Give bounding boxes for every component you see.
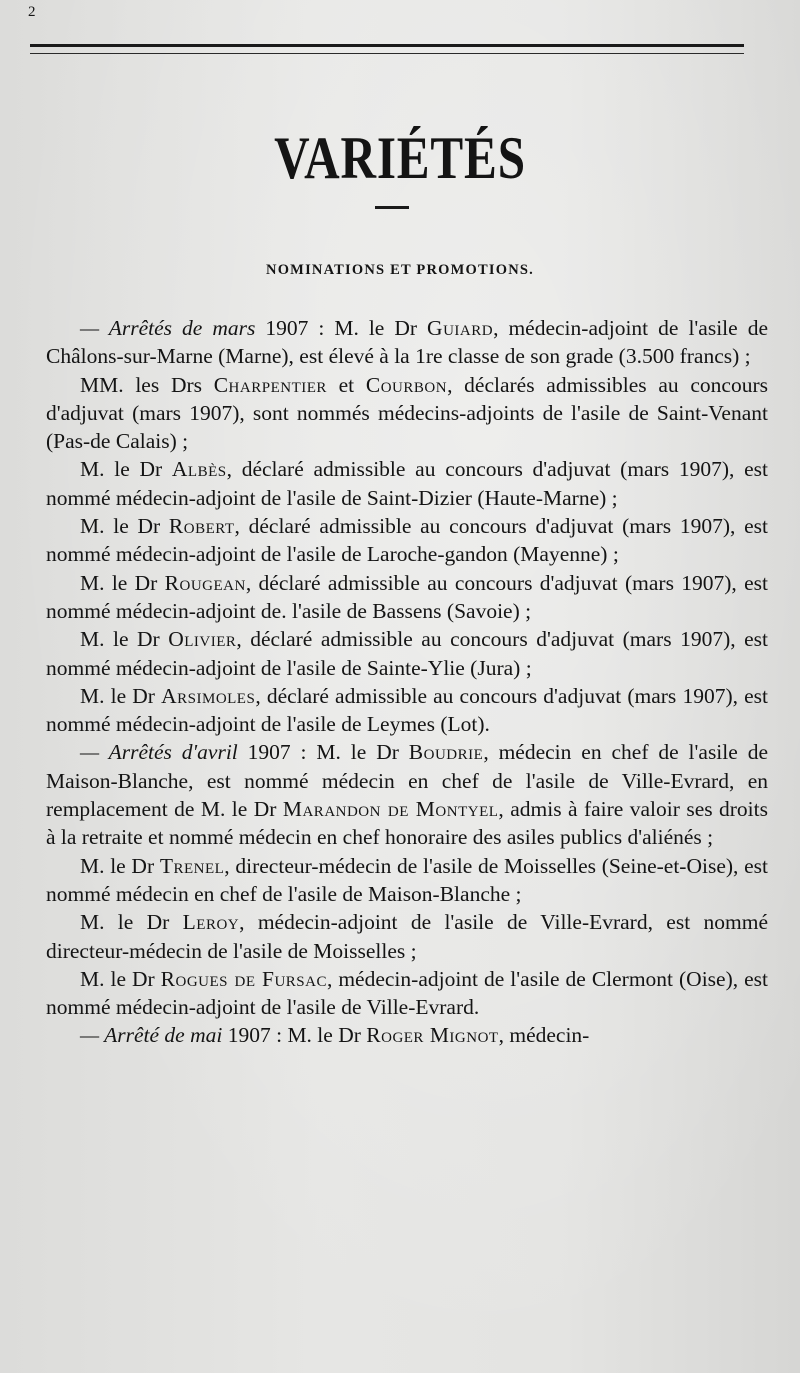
- person-name: Arsimoles: [161, 683, 256, 708]
- title-prefix: M. le Dr: [80, 457, 172, 482]
- person-name: Courbon: [365, 372, 448, 397]
- header-rules: [30, 44, 744, 56]
- paragraph-text: , déclaré admissible au concours d'adjuvat (mars 1907), est nommé médecin-adjoint de l'asile de Laroche-gandon (Mayenne) ;: [46, 514, 768, 567]
- paragraph-text: , médecin-adjoint de l'asile de Ville-Evrard, est nommé directeur-médecin de l'asile de Moisselles ;: [46, 910, 768, 963]
- paragraph-text: , médecin-adjoint de l'asile de Châlons-sur-Marne (Marne), est élevé à la 1re classe de son grade (3.500 francs) ;: [46, 316, 768, 369]
- paragraph-text: , médecin-: [498, 1023, 590, 1048]
- paragraph: [46, 738, 768, 851]
- person-name: Rougean: [164, 570, 246, 595]
- header-rule-thin: [30, 53, 744, 54]
- title-prefix: M. le Dr: [80, 514, 169, 539]
- decree-lead: — Arrêtés d'avril: [80, 740, 238, 765]
- title-prefix: M. le Dr: [80, 683, 162, 708]
- paragraph-text: , déclaré admissible au concours d'adjuvat (mars 1907), est nommé médecin-adjoint de. l'asile de Bassens (Savoie) ;: [46, 570, 768, 623]
- corner-mark: 2: [28, 4, 36, 20]
- person-name: Roger Mignot: [366, 1023, 499, 1048]
- paragraph: [46, 512, 768, 569]
- page-title: VARIÉTÉS: [274, 125, 526, 191]
- person-name: Guiard: [427, 316, 494, 340]
- paragraph-text: , médecin-adjoint de l'asile de Clermont (Oise), est nommé médecin-adjoint de l'asile de Ville-Evrard.: [46, 966, 769, 1020]
- title-prefix: M. le Dr: [80, 570, 165, 595]
- paragraph-text: , médecin en chef de l'asile de Maison-Blanche, est nommé médecin en chef de l'asile de Ville-Evrard, en remplacement de M. le Dr: [46, 740, 768, 822]
- person-name: Trenel: [159, 853, 225, 878]
- person-name: Leroy: [182, 910, 240, 935]
- paragraph: [46, 625, 768, 682]
- title-prefix: M. le Dr: [287, 1023, 367, 1048]
- paragraph-text: , admis à faire valoir ses droits à la retraite et nommé médecin en chef honoraire des asiles publics d'aliénés ;: [46, 797, 768, 850]
- paragraph: [46, 314, 768, 371]
- paragraph-text: , déclaré admissible au concours d'adjuvat (mars 1907), est nommé médecin-adjoint de l'asile de Saint-Dizier (Haute-Marne) ;: [46, 457, 768, 510]
- article-body: [46, 314, 768, 1050]
- title-prefix: M. le Dr: [316, 740, 409, 765]
- person-name: Robert: [168, 514, 235, 539]
- paragraph-text: , directeur-médecin de l'asile de Moisselles (Seine-et-Oise), est nommé médecin en chef de l'asile de Maison-Blanche ;: [46, 853, 768, 906]
- conjunction: et: [326, 372, 366, 397]
- paragraph-text: , déclaré admissible au concours d'adjuvat (mars 1907), est nommé médecin-adjoint de l'asile de Leymes (Lot).: [46, 683, 768, 737]
- decree-year: 1907 :: [255, 316, 335, 340]
- paragraph-text: , déclaré admissible au concours d'adjuvat (mars 1907), est nommé médecin-adjoint de l'asile de Sainte-Ylie (Jura) ;: [46, 627, 768, 680]
- person-name: Albès: [171, 457, 227, 482]
- person-name: Charpentier: [213, 372, 327, 397]
- paragraph: [46, 908, 768, 965]
- title-prefix: M. le Dr: [334, 316, 428, 340]
- section-heading: NOMINATIONS ET PROMOTIONS.: [266, 262, 534, 278]
- title-prefix: M. le Dr: [80, 853, 160, 878]
- paragraph: [46, 852, 768, 909]
- paragraph: [46, 455, 768, 512]
- person-name: Olivier: [168, 627, 237, 652]
- decree-year: 1907 :: [237, 740, 317, 765]
- paragraph: [46, 682, 768, 739]
- person-name: Marandon de Montyel: [282, 797, 499, 822]
- decree-lead: — Arrêtés de mars: [80, 316, 256, 340]
- person-name: Rogues de Fursac: [160, 966, 327, 991]
- title-prefix: MM. les Drs: [80, 372, 214, 397]
- paragraph: [46, 569, 768, 626]
- header-rule-thick: [30, 44, 744, 47]
- person-name: Boudrie: [408, 740, 484, 765]
- paragraph: [46, 1021, 768, 1049]
- title-prefix: M. le Dr: [80, 966, 161, 991]
- paragraph: [46, 965, 768, 1022]
- title-prefix: M. le Dr: [80, 627, 169, 652]
- title-prefix: M. le Dr: [80, 910, 183, 935]
- paragraph-text: , déclarés admissibles au concours d'adjuvat (mars 1907), sont nommés médecins-adjoints de l'asile de Saint-Venant (Pas-de Calais) ;: [46, 372, 768, 454]
- decree-year: 1907 :: [222, 1023, 288, 1048]
- paragraph: [46, 371, 768, 456]
- title-underline: [375, 206, 409, 209]
- decree-lead: — Arrêté de mai: [80, 1023, 223, 1048]
